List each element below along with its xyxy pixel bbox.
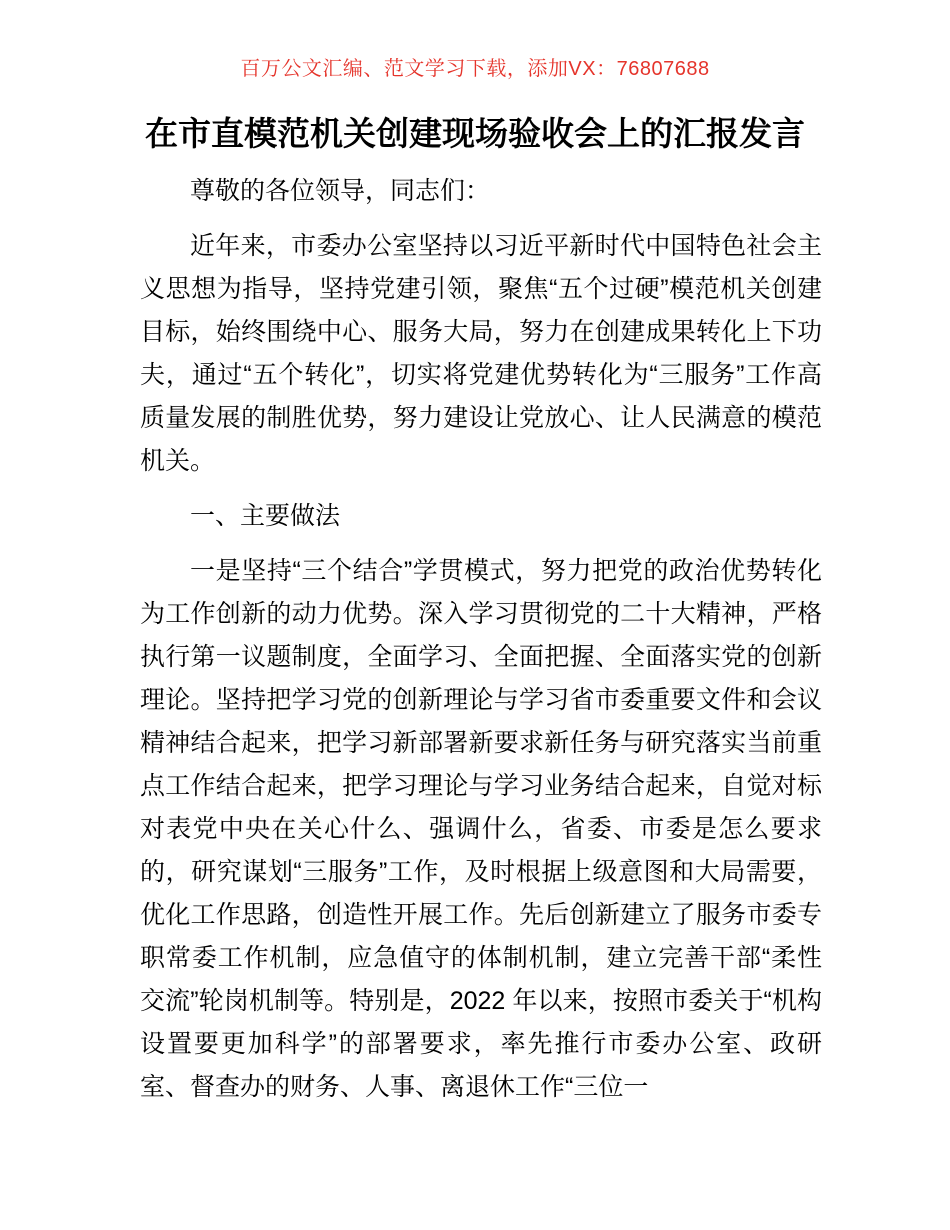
salutation-line: 尊敬的各位领导，同志们： (190, 177, 491, 205)
document-body (140, 170, 822, 1109)
paragraph-intro: 近年来，市委办公室坚持以习近平新时代中国特色社会主义思想为指导，坚持党建引领，聚焦“五个过硬”模范机关创建目标，始终围绕中心、服务大局，努力在创建成果转化上下功夫，通过“五个转化”，切实将党建优势转化为“三服务”工作高质量发展的制胜优势，努力建设让党放心、让人民满意的模范机关。 (140, 232, 822, 475)
page-title: 在市直模范机关创建现场验收会上的汇报发言 (145, 115, 805, 152)
promo-notice (0, 0, 950, 83)
section-heading-main-practices: 一、主要做法 (190, 502, 341, 530)
promo-notice-text: 百万公文汇编、范文学习下载，添加VX：76807688 (240, 58, 710, 80)
paragraph-practice-one: 一是坚持“三个结合”学贯模式，努力把党的政治优势转化为工作创新的动力优势。深入学习贯彻党的二十大精神，严格执行第一议题制度，全面学习、全面把握、全面落实党的创新理论。坚持把学习党的创新理论与学习省市委重要文件和会议精神结合起来，把学习新部署新要求新任务与研究落实当前重点工作结合起来，把学习理论与学习业务结合起来，自觉对标对表党中央在关心什么、强调什么，省委、市委是怎么要求的，研究谋划“三服务”工作，及时根据上级意图和大局需要，优化工作思路，创造性开展工作。先后创新建立了服务市委专职常委工作机制，应急值守的体制机制，建立完善干部“柔性交流”轮岗机制等。特别是，2022 年以来，按照市委关于“机构设置要更加科学”的部署要求，率先推行市委办公室、政研室、督查办的财务、人事、离退休工作“三位一 (140, 557, 822, 1101)
